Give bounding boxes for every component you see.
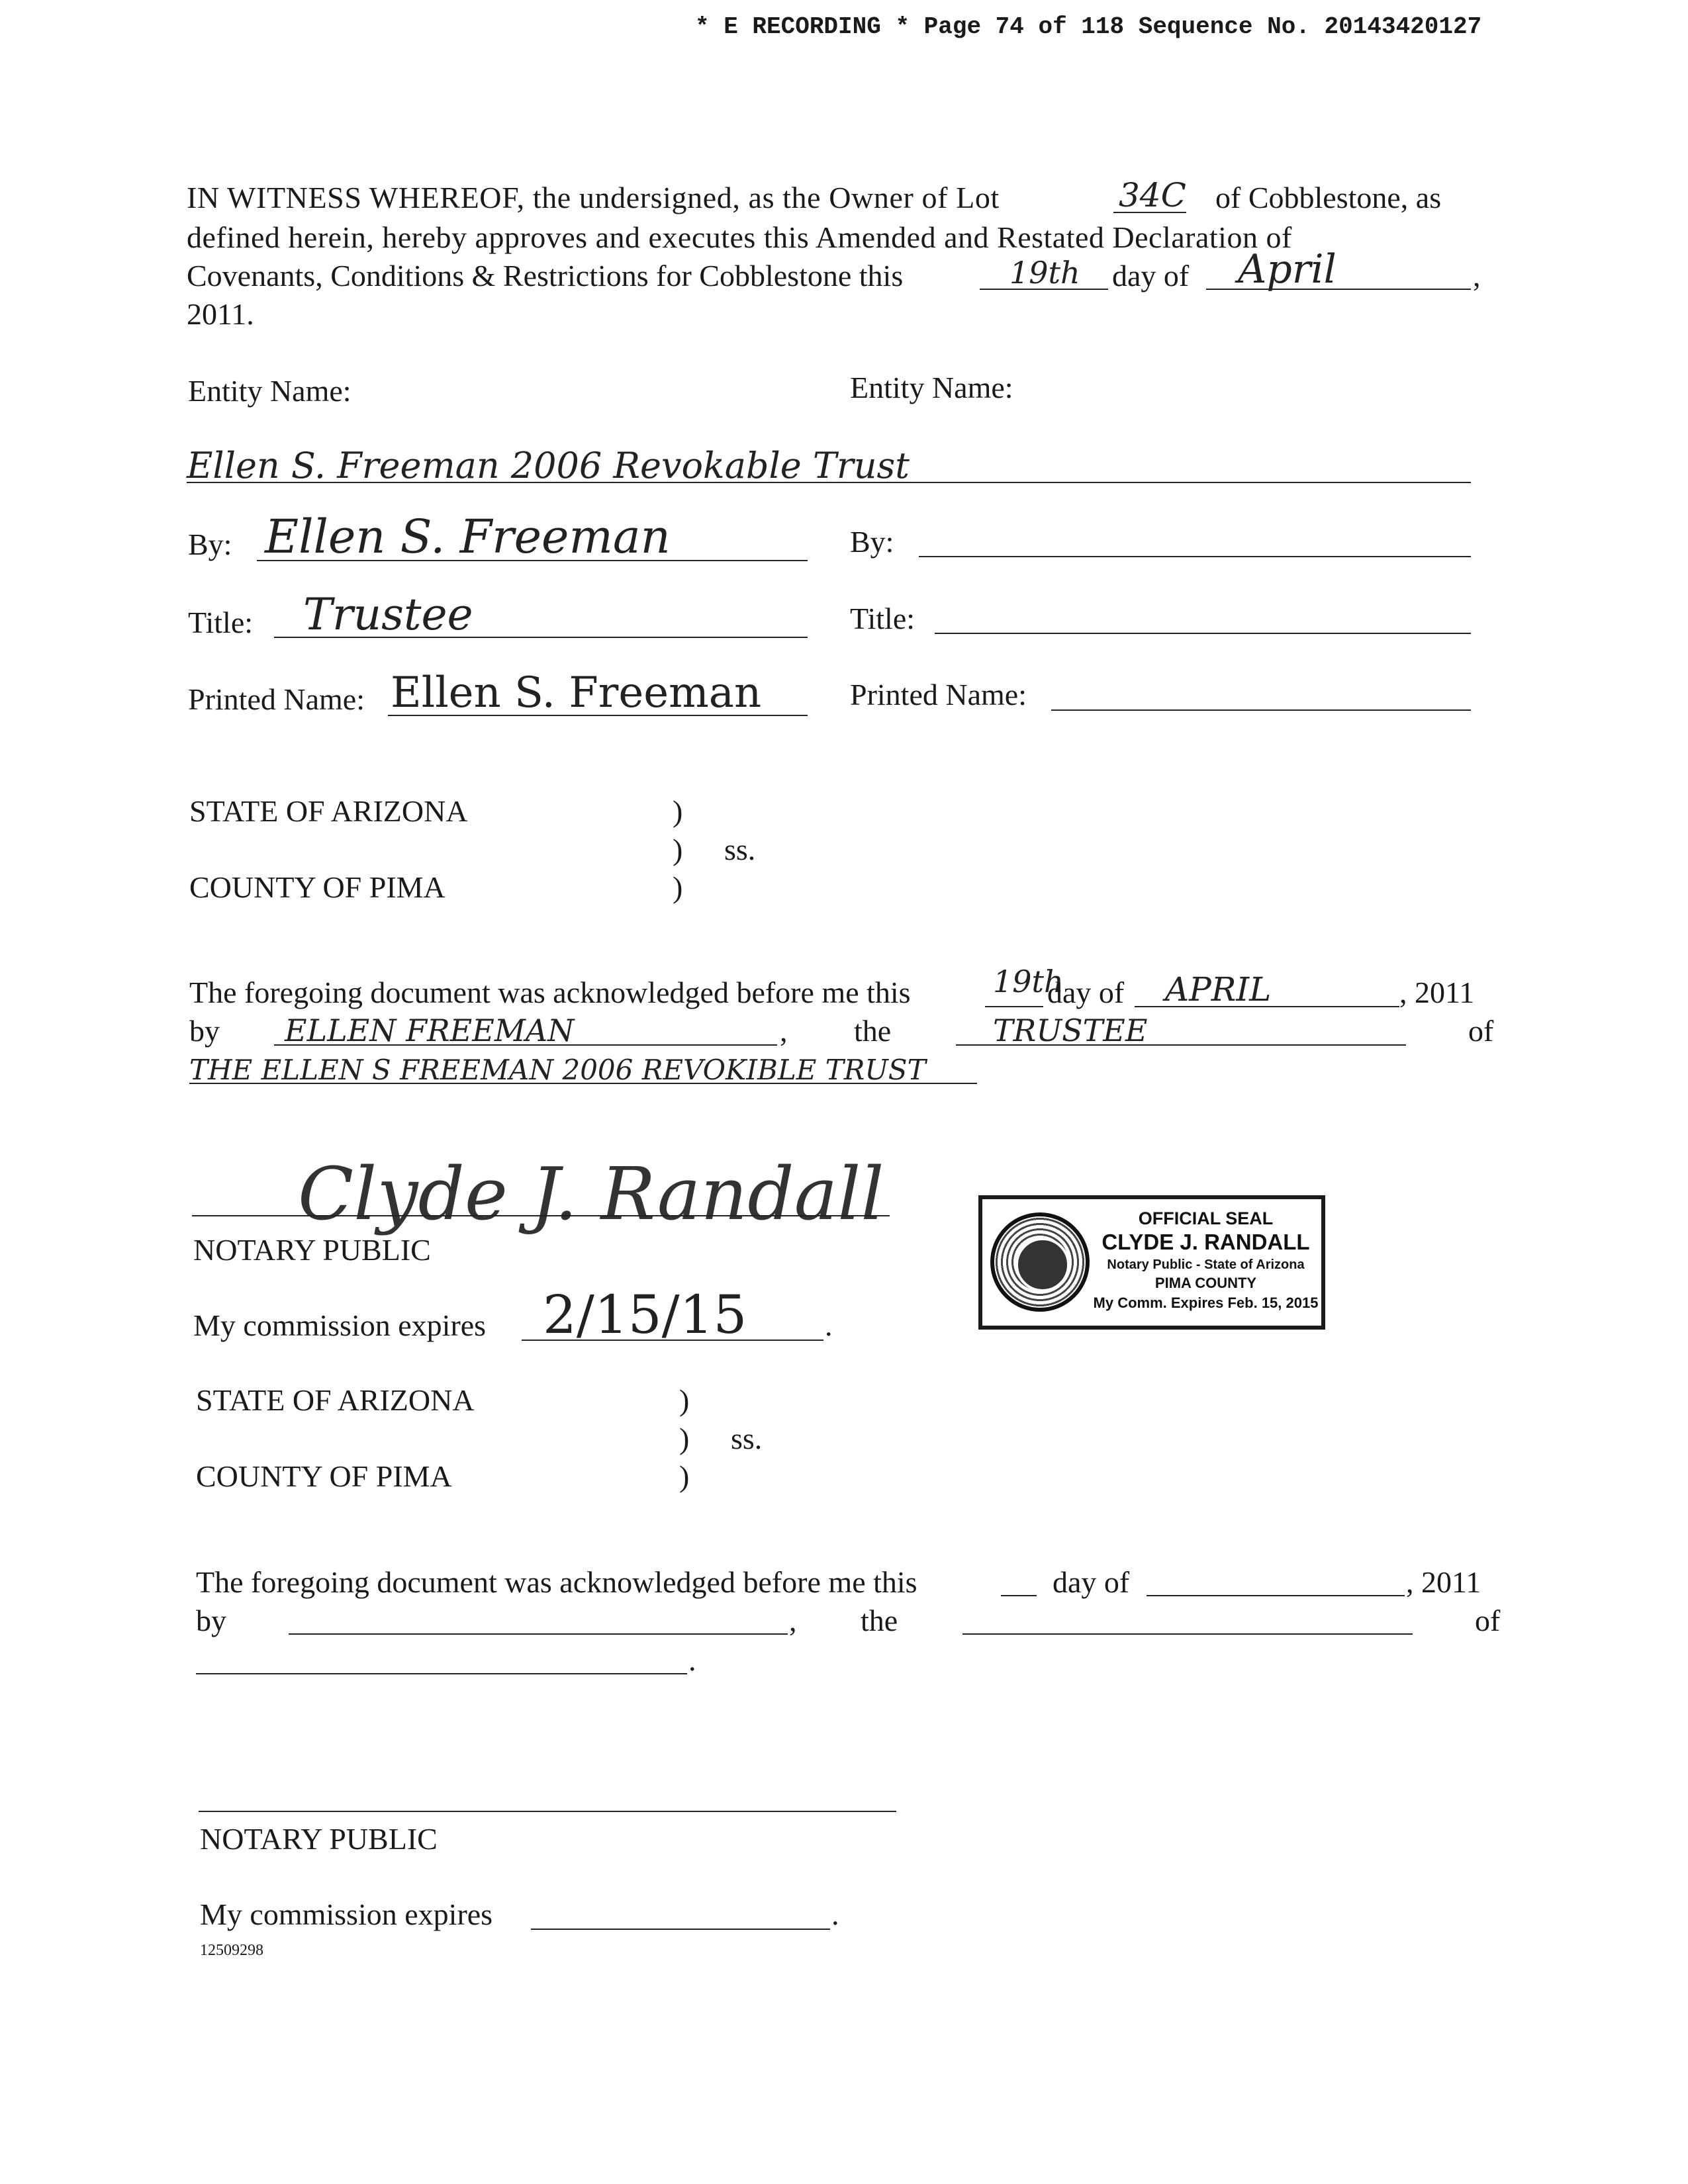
ack1-text-b: day of <box>1047 976 1125 1009</box>
left-printed-label: Printed Name: <box>188 682 365 716</box>
ack1-entity-value: THE ELLEN S FREEMAN 2006 REVOKIBLE TRUST <box>189 1054 926 1086</box>
entity-line <box>187 482 1471 483</box>
notary1-commission-label: My commission expires <box>193 1308 487 1342</box>
left-title-line <box>274 637 808 638</box>
venue2-state: STATE OF ARIZONA <box>196 1383 475 1417</box>
ack1-role-value: TRUSTEE <box>993 1013 1148 1048</box>
ack2-by-label: by <box>196 1604 226 1637</box>
ack1-text-a: The foregoing document was acknowledged before me this <box>189 976 911 1009</box>
month-value: April <box>1238 246 1336 293</box>
ack1-day: 19th <box>993 964 1064 999</box>
ack1-by-line <box>274 1044 777 1046</box>
venue2-paren-2: ) <box>679 1422 690 1455</box>
right-printed-line <box>1051 709 1471 711</box>
ack2-text-b: day of <box>1053 1565 1130 1599</box>
ack2-the-label: the <box>861 1604 898 1637</box>
lot-number: 34C <box>1119 176 1186 214</box>
left-by-signature: Ellen S. Freeman <box>265 510 671 564</box>
ack2-by-line <box>289 1633 788 1635</box>
ack1-comma: , <box>780 1014 788 1048</box>
ack2-period: . <box>688 1643 696 1677</box>
right-title-line <box>935 633 1471 634</box>
notary1-commission-value: 2/15/15 <box>543 1284 747 1345</box>
ack1-by-value: ELLEN FREEMAN <box>285 1013 575 1048</box>
notary1-commission-line <box>522 1340 823 1341</box>
ack1-the-label: the <box>854 1014 892 1048</box>
ack1-day-line <box>985 1006 1043 1007</box>
venue2-paren-3: ) <box>679 1459 690 1493</box>
witness-text-1: IN WITNESS WHEREOF, the undersigned, as the Owner of Lot <box>187 181 1000 214</box>
seal-line-4: PIMA COUNTY <box>1154 1275 1257 1291</box>
witness-text-3: Covenants, Conditions & Restrictions for Cobblestone this <box>187 259 904 293</box>
ack2-text-a: The foregoing document was acknowledged before me this <box>196 1565 917 1599</box>
notary2-label: NOTARY PUBLIC <box>200 1822 438 1856</box>
ack1-entity-line <box>189 1083 977 1084</box>
venue1-paren-2: ) <box>673 833 683 866</box>
seal-line-2: CLYDE J. RANDALL <box>1102 1230 1310 1254</box>
ack1-of-label: of <box>1468 1014 1494 1048</box>
left-title-value: Trustee <box>303 589 473 640</box>
document-number: 12509298 <box>200 1942 263 1959</box>
right-printed-label: Printed Name: <box>850 678 1027 711</box>
witness-text-2: defined herein, hereby approves and executes this Amended and Restated Declaration of <box>187 220 1292 254</box>
notary2-commission-label: My commission expires <box>200 1897 493 1931</box>
left-printed-line <box>388 715 808 716</box>
witness-day-of: day of <box>1112 259 1190 293</box>
venue1-ss: ss. <box>724 833 756 866</box>
ack1-role-line <box>956 1044 1406 1046</box>
ack1-by-label: by <box>189 1014 220 1048</box>
state-seal-icon <box>990 1212 1090 1312</box>
venue1-paren-3: ) <box>673 870 683 904</box>
ack1-year: , 2011 <box>1399 976 1475 1009</box>
venue1-county: COUNTY OF PIMA <box>189 870 445 904</box>
right-by-label: By: <box>850 525 894 559</box>
left-entity-value: Ellen S. Freeman 2006 Revokable Trust <box>187 445 910 486</box>
seal-line-1: OFFICIAL SEAL <box>1138 1208 1274 1228</box>
venue2-ss: ss. <box>731 1422 763 1455</box>
day-value: 19th <box>1009 255 1080 291</box>
notary1-line <box>192 1215 890 1216</box>
right-entity-label: Entity Name: <box>850 371 1013 404</box>
left-by-label: By: <box>188 527 232 561</box>
left-printed-value: Ellen S. Freeman <box>391 668 762 717</box>
ack2-role-line <box>962 1633 1413 1635</box>
witness-text-1b: of Cobblestone, as <box>1215 181 1442 214</box>
witness-year: 2011. <box>187 297 254 331</box>
seal-line-3: Notary Public - State of Arizona <box>1107 1257 1305 1272</box>
venue2-paren-1: ) <box>679 1383 690 1417</box>
ack1-month: APRIL <box>1165 970 1272 1009</box>
ack2-entity-line <box>196 1673 687 1674</box>
ack2-year: , 2011 <box>1406 1565 1481 1599</box>
ack2-of-label: of <box>1475 1604 1501 1637</box>
notary1-signature: Clyde J. Randall <box>298 1152 884 1236</box>
left-title-label: Title: <box>188 606 254 639</box>
official-seal-stamp <box>978 1195 1325 1330</box>
venue1-state: STATE OF ARIZONA <box>189 794 468 828</box>
left-entity-label: Entity Name: <box>188 374 352 408</box>
ack2-comma: , <box>789 1604 797 1637</box>
right-by-line <box>919 556 1471 557</box>
notary2-line <box>199 1811 896 1812</box>
left-by-line <box>257 560 808 561</box>
notary1-period: . <box>825 1308 833 1342</box>
venue2-county: COUNTY OF PIMA <box>196 1459 452 1493</box>
notary2-period: . <box>831 1897 839 1931</box>
seal-line-5: My Comm. Expires Feb. 15, 2015 <box>1093 1295 1319 1311</box>
ack2-day-line <box>1001 1595 1037 1596</box>
recording-header: * E RECORDING * Page 74 of 118 Sequence No. 20143420127 <box>695 13 1482 40</box>
notary2-commission-line <box>531 1929 830 1930</box>
venue1-paren-1: ) <box>673 794 683 828</box>
comma: , <box>1473 259 1481 293</box>
ack2-month-line <box>1147 1595 1405 1596</box>
notary1-label: NOTARY PUBLIC <box>193 1233 431 1267</box>
right-title-label: Title: <box>850 602 915 635</box>
